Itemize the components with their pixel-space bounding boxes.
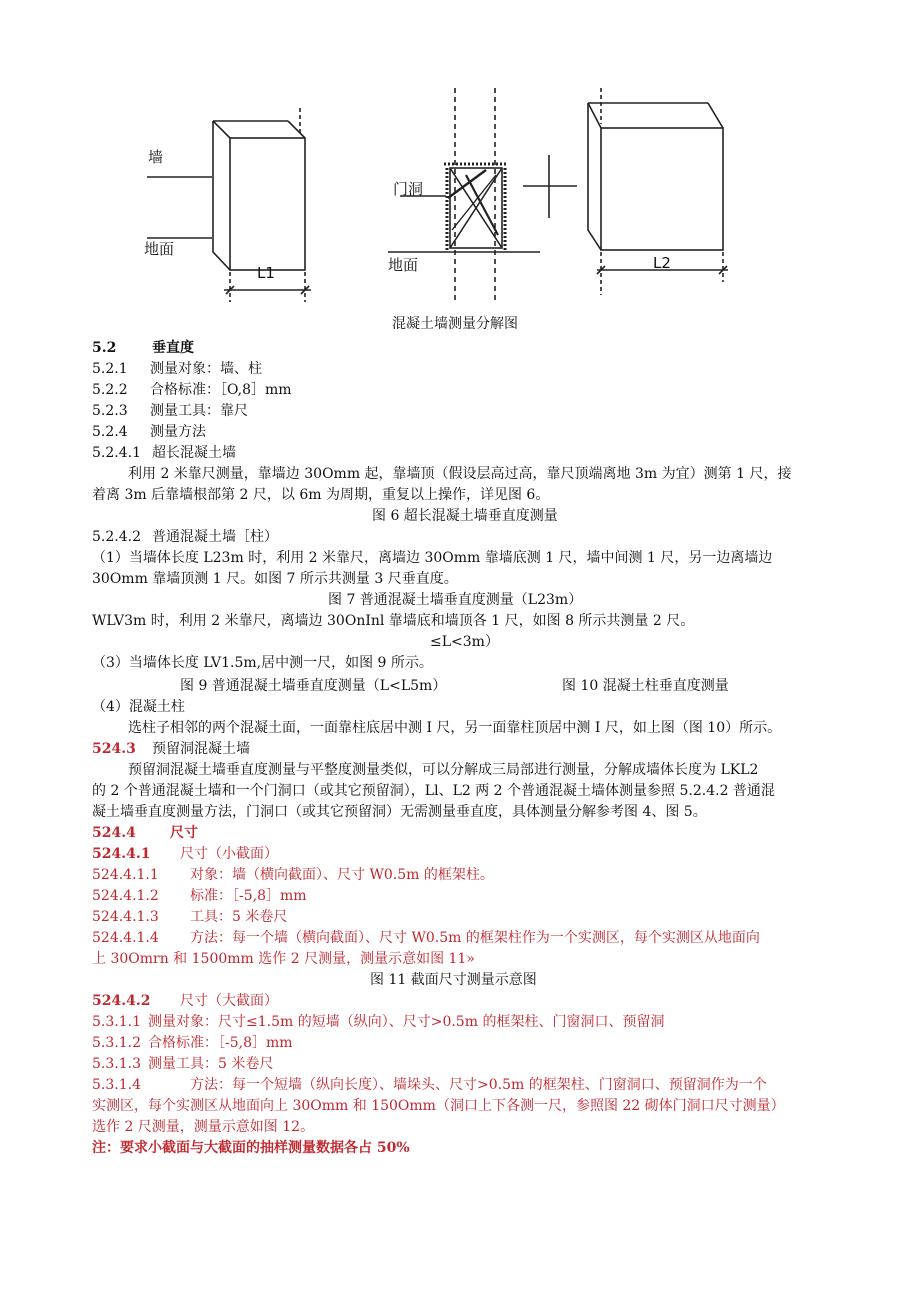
para-large-section-1: 实测区，每个实测区从地面向上 30Omm 和 150Omm（洞口上下各测一尺，参照图 22 砌体门洞口尺寸测量） [92,1098,785,1114]
para-wlv3m: WLV3m 时，利用 2 米靠尺，离墙边 30OnInl 靠墙底和墙顶各 1 尺，如图 8 所示共测量 2 尺。 [92,613,695,629]
para-column: 选柱子相邻的两个混凝土面，一面靠柱底居中测 I 尺，另一面靠柱顶居中测 I 尺，如上图（图 10）所示。 [128,720,782,736]
section-524-4: 524.4 尺寸 [92,825,198,841]
line-5-2-4: 5.2.4 测量方法 [92,424,206,440]
para-reserved-3: 凝土墙垂直度测量方法，门洞口（或其它预留洞）无需测量垂直度，具体测量分解参考图 4、图 5。 [92,804,707,820]
para-normal-wall-1: （1）当墙体长度 L23m 时，利用 2 米靠尺，离墙边 30Omm 靠墙底测 1 尺，墙中间测 1 尺，另一边离墙边 [92,550,773,566]
line-524-4-1-4: 524.4.1.4 方法：每一个墙（横向截面）、尺寸 W0.5m 的框架柱作为一个实测区，每个实测区从地面向 [92,930,760,946]
para-long-wall-2: 着离 3m 后靠墙根部第 2 尺，以 6m 为周期，重复以上操作，详见图 6。 [92,487,550,503]
para-item-3: （3）当墙体长度 LV1.5m,居中测一尺，如图 9 所示。 [92,655,433,671]
caption-fig-8-fragment: ≤L<3m） [430,634,499,650]
para-item-4: （4）混凝土柱 [92,699,185,715]
caption-fig-11: 图 11 截面尺寸测量示意图 [370,972,537,988]
figure-caption: 混凝土墙测量分解图 [392,316,518,332]
left-wall-front [230,138,305,270]
line-524-4-1-1: 524.4.1.1 对象：墙（横向截面）、尺寸 W0.5m 的框架柱。 [92,867,494,883]
line-5-2-3: 5.2.3 测量工具：靠尺 [92,403,248,419]
para-small-section: 上 30Omrn 和 1500mm 选作 2 尺测量，测量示意如图 11» [92,951,475,967]
para-long-wall-1: 利用 2 米靠尺测量，靠墙边 30Omm 起，靠墙顶（假设层高过高，靠尺顶端离地 3m 为宜）测第 1 尺，接 [128,466,792,482]
concrete-wall-diagram [0,0,920,310]
caption-fig-10: 图 10 混凝土柱垂直度测量 [562,678,729,694]
para-reserved-2: 的 2 个普通混凝土墙和一个门洞口（或其它预留洞），Ll、L2 两 2 个普通混凝土墙体测量参照 5.2.4.2 普通混 [92,783,775,799]
para-reserved-1: 预留洞混凝土墙垂直度测量与平整度测量类似，可以分解成三局部进行测量，分解成墙体长度为 LKL2 [128,762,759,778]
section-524-4-2: 524.4.2 尺寸（大截面） [92,993,278,1009]
para-large-section-2: 选作 2 尺测量，测量示意如图 12。 [92,1119,315,1135]
label-wall: 墙 [148,148,164,166]
line-5-3-1-2: 5.3.1.2 合格标准：［-5,8］mm [92,1035,293,1051]
line-5-2-4-1: 5.2.4.1 超长混凝土墙 [92,445,236,461]
line-5-3-1-1: 5.3.1.1 测量对象：尺寸≤1.5m 的短墙（纵向）、尺寸>0.5m 的框架柱、门窗洞口、预留洞 [92,1014,665,1030]
label-ground-left: 地面 [144,240,175,258]
note-sampling: 注：要求小截面与大截面的抽样测量数据各占 50% [92,1140,410,1156]
line-5-2-2: 5.2.2 合格标准：［O,8］mm [92,382,292,398]
line-5-2-4-2: 5.2.4.2 普通混凝土墙［柱） [92,529,278,545]
caption-fig-6: 图 6 超长混凝土墙垂直度测量 [372,508,558,524]
right-wall-front [601,128,723,250]
label-door: 门洞 [393,180,424,198]
line-524-4-1-2: 524.4.1.2 标准：［-5,8］mm [92,888,307,904]
caption-fig-9: 图 9 普通混凝土墙垂直度测量（L<L5m） [180,678,447,694]
line-5-3-1-3: 5.3.1.3 测量工具：5 米卷尺 [92,1056,274,1072]
label-L1: L1 [257,264,275,282]
label-ground-mid: 地面 [388,256,419,274]
line-524-3: 524.3 预留洞混凝土墙 [92,741,250,757]
para-normal-wall-2: 30Omm 靠墙顶测 1 尺。如图 7 所示共测量 3 尺垂直度。 [92,571,458,587]
left-wall-side [213,121,230,270]
line-5-3-1-4: 5.3.1.4 方法：每一个短墙（纵向长度）、墙垛头、尺寸>0.5m 的框架柱、门窗洞口、预留洞作为一个 [92,1077,767,1093]
line-5-2-1: 5.2.1 测量对象：墙、柱 [92,361,262,377]
label-L2: L2 [653,254,671,272]
section-5-2: 5.2 垂直度 [92,340,194,356]
line-524-4-1-3: 524.4.1.3 工具：5 米卷尺 [92,909,288,925]
diagram-drawing [0,0,920,310]
caption-fig-7: 图 7 普通混凝土墙垂直度测量（L23m） [328,592,583,608]
section-524-4-1: 524.4.1 尺寸（小截面） [92,846,278,862]
